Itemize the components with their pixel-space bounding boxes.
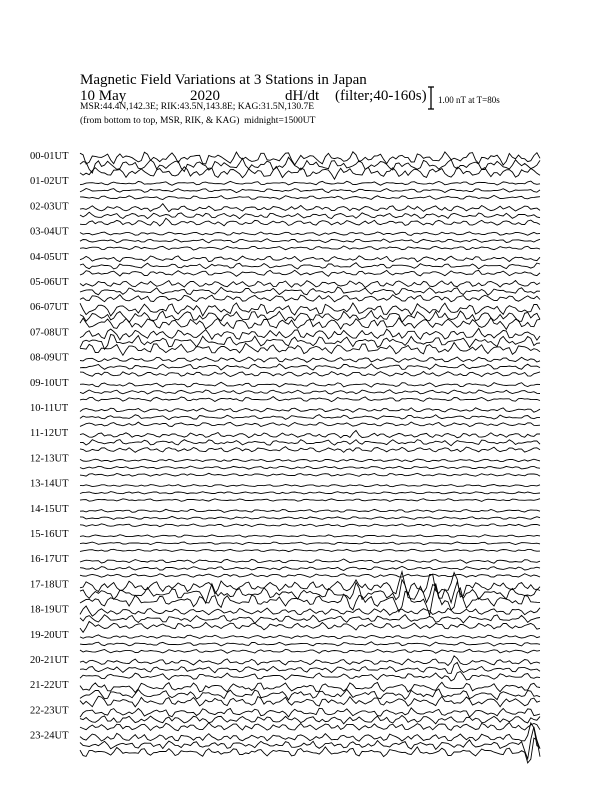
scale-label: 1.00 nT at T=80s [438, 95, 500, 105]
order-text: (from bottom to top, MSR, RIK, & KAG) [80, 116, 240, 126]
trace-msr [80, 397, 540, 402]
hour-label: 03-04UT [30, 226, 69, 238]
trace-kag [80, 708, 540, 717]
hour-label: 18-19UT [30, 604, 69, 616]
trace-msr [80, 195, 540, 199]
hour-label: 20-21UT [30, 655, 69, 666]
trace-rik [80, 263, 540, 269]
hour-label: 11-12UT [30, 428, 69, 440]
trace-kag [80, 509, 540, 512]
hour-label: 12-13UT [30, 453, 69, 465]
hour-label: 16-17UT [30, 554, 69, 566]
date-year: 2020 [190, 88, 220, 104]
hour-label: 15-16UT [30, 529, 69, 540]
trace-rik [80, 311, 540, 323]
trace-msr [80, 524, 540, 527]
trace-rik [80, 542, 540, 545]
hour-label: 04-05UT [30, 251, 69, 263]
quantity-label: dH/dt [285, 88, 320, 104]
hour-label: 10-11UT [30, 403, 69, 414]
trace-msr [80, 218, 540, 226]
trace-msr [80, 447, 540, 453]
trace-msr [80, 422, 540, 427]
trace-msr [80, 295, 540, 302]
trace-kag [80, 152, 540, 165]
trace-kag [80, 256, 540, 262]
trace-kag [80, 485, 540, 487]
trace-rik [80, 239, 540, 243]
trace-rik [80, 157, 540, 173]
hour-label: 19-20UT [30, 629, 69, 641]
trace-msr [80, 270, 540, 276]
trace-kag [80, 459, 540, 462]
trace-rik [80, 716, 540, 724]
trace-kag [80, 656, 540, 666]
filter-label: (filter;40-160s) [335, 88, 427, 104]
trace-rik [80, 440, 540, 446]
trace-rik [80, 689, 540, 700]
trace-kag [80, 281, 540, 288]
hour-label: 06-07UT [30, 302, 69, 314]
trace-kag [80, 204, 540, 212]
trace-kag [80, 328, 540, 340]
hour-label: 05-06UT [30, 277, 69, 288]
hour-label: 23-24UT [30, 730, 69, 742]
trace-rik [80, 364, 540, 370]
hour-label: 17-18UT [30, 579, 69, 591]
trace-kag [80, 232, 540, 236]
date-day-month: 10 May [80, 88, 127, 104]
trace-kag [80, 535, 540, 538]
trace-msr [80, 584, 540, 616]
trace-kag [80, 635, 540, 639]
trace-msr [80, 499, 540, 502]
trace-msr [80, 343, 540, 356]
hour-label: 14-15UT [30, 503, 69, 515]
trace-kag [80, 408, 540, 412]
chart-title: Magnetic Field Variations at 3 Stations in Japan [80, 72, 367, 88]
trace-msr [80, 649, 540, 653]
trace-rik [80, 580, 540, 604]
trace-rik [80, 516, 540, 519]
trace-rik [80, 415, 540, 420]
trace-rik [80, 287, 540, 295]
hour-label: 13-14UT [30, 478, 69, 490]
hour-label: 02-03UT [30, 201, 69, 213]
stations-line: MSR:44.4N,142.3E; RIK:43.5N,143.8E; KAG:31.5N,130.7E [80, 102, 315, 112]
trace-rik [80, 189, 540, 193]
trace-rik [80, 466, 540, 469]
trace-msr [80, 372, 540, 377]
trace-kag [80, 682, 540, 692]
trace-kag [80, 303, 540, 316]
trace-msr [80, 574, 540, 578]
trace-msr [80, 621, 540, 632]
hour-label: 21-22UT [30, 680, 69, 692]
hour-label: 09-10UT [30, 377, 69, 389]
trace-kag [80, 606, 540, 616]
trace-msr [80, 166, 540, 179]
trace-rik [80, 642, 540, 646]
hour-label: 00-01UT [30, 151, 69, 162]
trace-kag [80, 181, 540, 185]
trace-rik [80, 212, 540, 219]
trace-rik [80, 615, 540, 624]
hour-label: 22-23UT [30, 705, 69, 717]
hour-label: 01-02UT [30, 176, 69, 188]
midnight-text: midnight=1500UT [244, 116, 316, 126]
trace-msr [80, 246, 540, 250]
trace-msr [80, 549, 540, 551]
trace-kag [80, 559, 540, 563]
trace-kag [80, 430, 540, 437]
trace-msr [80, 473, 540, 476]
trace-rik [80, 492, 540, 494]
trace-rik [80, 662, 540, 673]
trace-rik [80, 390, 540, 394]
trace-msr [80, 672, 540, 681]
trace-kag [80, 357, 540, 362]
trace-rik [80, 566, 540, 570]
hour-label: 07-08UT [30, 327, 69, 339]
trace-msr [80, 723, 540, 731]
hour-label: 08-09UT [30, 352, 69, 364]
trace-kag [80, 382, 540, 387]
